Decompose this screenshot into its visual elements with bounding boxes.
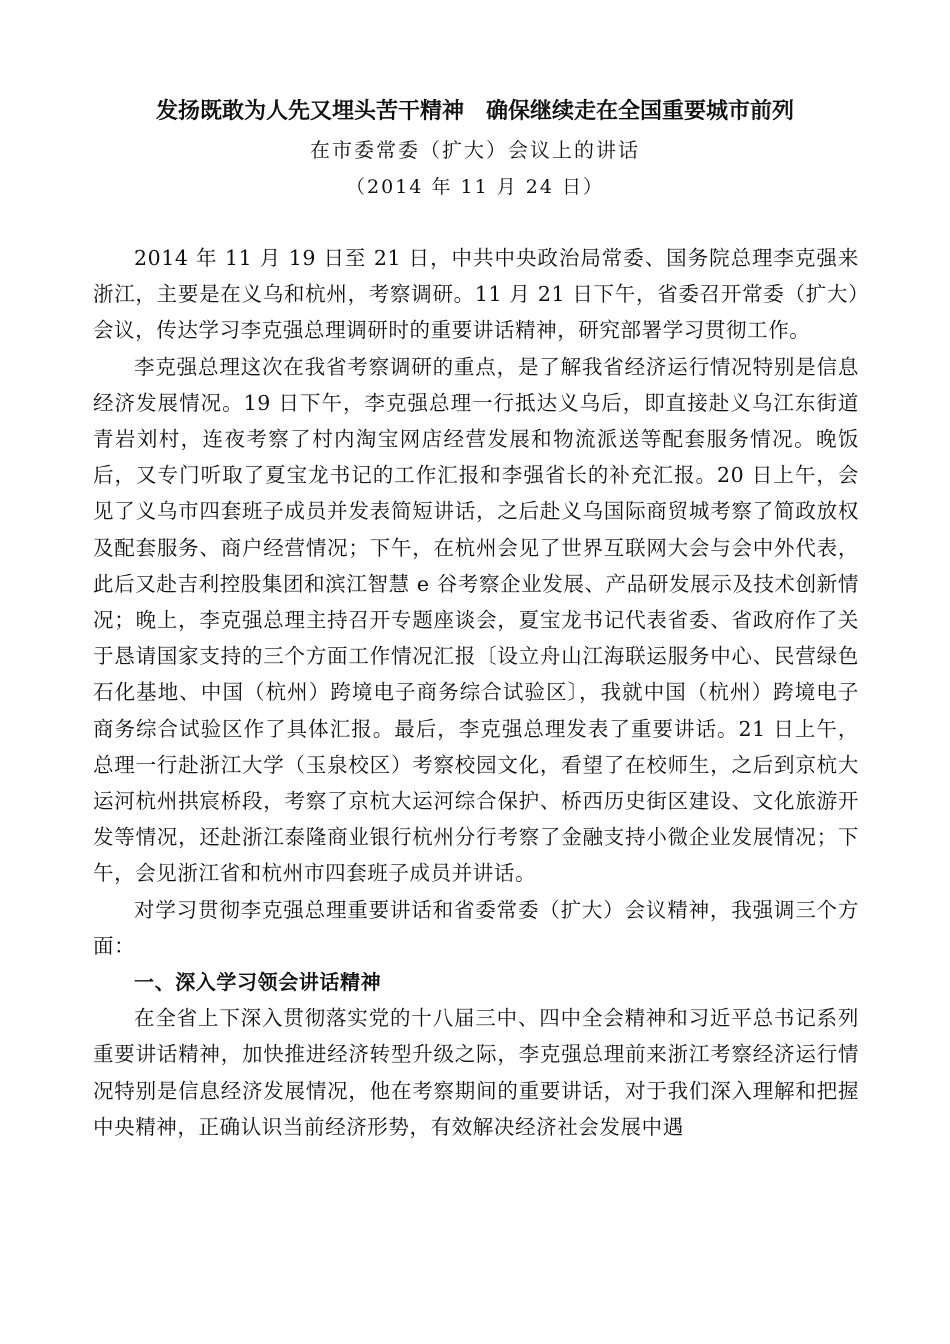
paragraph: 2014 年 11 月 19 日至 21 日，中共中央政治局常委、国务院总理李克强来浙江，主要是在义乌和杭州，考察调研。11 月 21 日下午，省委召开常委（扩大）会议，传达学习李克强总理调研时的重要讲话精神，研究部署学习贯彻工作。 bbox=[93, 246, 859, 343]
document-date: （2014 年 11 月 24 日） bbox=[346, 176, 604, 198]
document-title: 发扬既敢为人先又埋头苦干精神 确保继续走在全国重要城市前列 bbox=[155, 99, 794, 124]
section-heading: 一、深入学习领会讲话精神 bbox=[134, 970, 382, 995]
paragraph: 在全省上下深入贯彻落实党的十八届三中、四中全会精神和习近平总书记系列重要讲话精神，加快推进经济转型升级之际，李克强总理前来浙江考察经济运行情况特别是信息经济发展情况，他在考察期间的重要讲话，对于我们深入理解和把握中央精神，正确认识当前经济形势，有效解决经济社会发展中遇 bbox=[93, 1006, 859, 1139]
document-body bbox=[93, 240, 859, 1145]
document-subtitle: 在市委常委（扩大）会议上的讲话 bbox=[310, 138, 640, 162]
paragraph: 对学习贯彻李克强总理重要讲话和省委常委（扩大）会议精神，我强调三个方面： bbox=[93, 897, 859, 958]
paragraph: 李克强总理这次在我省考察调研的重点，是了解我省经济运行情况特别是信息经济发展情况。19 日下午，李克强总理一行抵达义乌后，即直接赴义乌江东街道青岩刘村，连夜考察了村内淘宝网店经营发展和物流派送等配套服务情况。晚饭后，又专门听取了夏宝龙书记的工作汇报和李强省长的补充汇报。20 日上午，会见了义乌市四套班子成员并发表简短讲话，之后赴义乌国际商贸城考察了简政放权及配套服务、商户经营情况；下午，在杭州会见了世界互联网大会与会中外代表，此后又赴吉利控股集团和滨江智慧 e 谷考察企业发展、产品研发展示及技术创新情况；晚上，李克强总理主持召开专题座谈会，夏宝龙书记代表省委、省政府作了关于恳请国家支持的三个方面工作情况汇报〔设立舟山江海联运服务中心、民营绿色石化基地、中国（杭州）跨境电子商务综合试验区〕，我就中国（杭州）跨境电子商务综合试验区作了具体汇报。最后，李克强总理发表了重要讲话。21 日上午，总理一行赴浙江大学（玉泉校区）考察校园文化，看望了在校师生，之后到京杭大运河杭州拱宸桥段，考察了京杭大运河综合保护、桥西历史街区建设、文化旅游开发等情况，还赴浙江泰隆商业银行杭州分行考察了金融支持小微企业发展情况；下午，会见浙江省和杭州市四套班子成员并讲话。 bbox=[93, 354, 859, 886]
